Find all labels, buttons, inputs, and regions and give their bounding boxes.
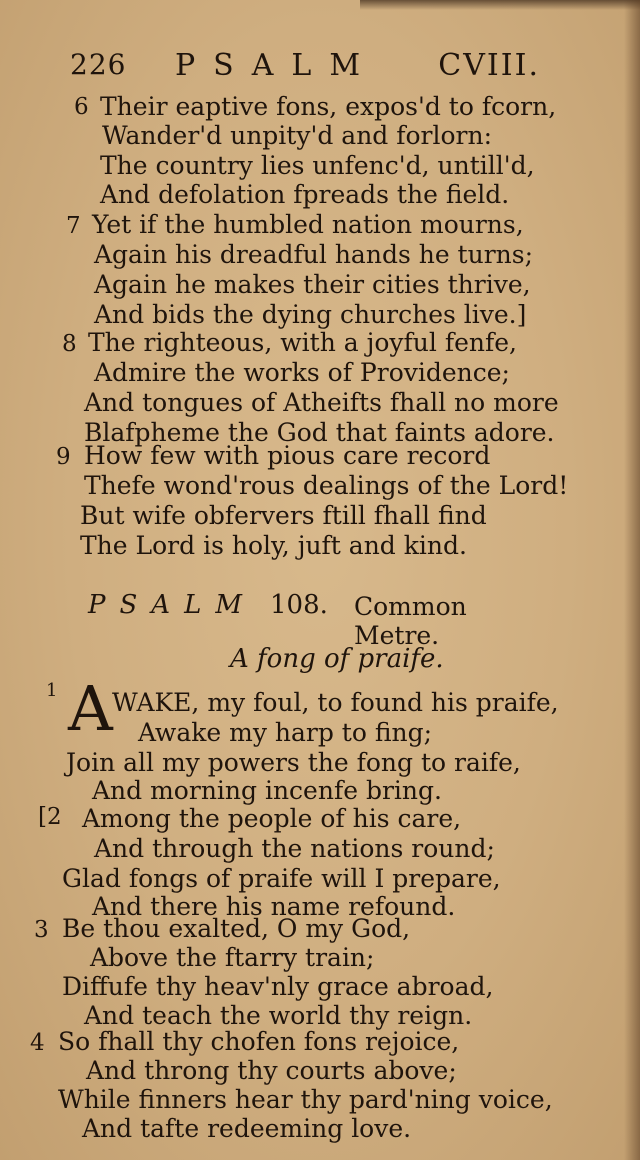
verse-line: And there his name refound. [92,892,456,921]
verse-line: Yet if the humbled nation mourns, [92,210,524,239]
psalm-heading-title: PSALM [88,590,256,620]
verse-line: Above the ftarry train; [90,943,375,972]
page-top-shadow [360,0,640,10]
psalm-heading [88,590,558,650]
verse-number: 7 [66,213,81,239]
verse-line: The Lord is holy, juft and kind. [80,531,467,560]
verse-line: And throng thy courts above; [86,1056,457,1085]
verse-number: 3 [34,917,49,943]
verse-line: And tafte redeeming love. [82,1114,412,1143]
verse-line: And defolation fpreads the field. [100,180,510,209]
verse-line: Diffufe thy heav'nly grace abroad, [62,972,494,1001]
verse-line: Again his dreadful hands he turns; [94,240,534,269]
page-edge-shadow [624,0,640,1160]
drop-cap: A [68,672,113,745]
verse-line: Again he makes their cities thrive, [94,270,531,299]
verse-line: And through the nations round; [94,834,495,863]
verse-line: The country lies unfenc'd, untill'd, [100,151,535,180]
verse-number: 9 [56,444,71,470]
verse-line: Be thou exalted, O my God, [62,914,411,943]
verse-line: But wife obfervers ftill fhall find [80,501,487,530]
verse-line: Glad fongs of praife will I prepare, [62,864,501,893]
psalm-heading-number: 108. [270,590,328,620]
psalm-metre: Common Metre. [354,592,467,650]
running-header [70,48,540,88]
page-number: 226 [70,48,127,81]
verse-number: 4 [30,1030,45,1056]
verse-line: And morning incenfe bring. [92,776,442,805]
psalm-roman-numeral: CVIII. [438,48,540,83]
verse-number: 1 [46,680,58,701]
verse-line: Wander'd unpity'd and forlorn: [102,121,493,150]
verse-line: Admire the works of Providence; [94,358,510,387]
running-title: PSALM [175,48,379,83]
verse-line: So fhall thy chofen fons rejoice, [58,1027,460,1056]
verse-number: [2 [38,804,62,830]
verse-line: Their eaptive fons, expos'd to fcorn, [100,92,557,121]
verse-line: And teach the world thy reign. [84,1001,473,1030]
verse-line: Among the people of his care, [82,804,462,833]
verse-number: 8 [62,331,77,357]
verse-number: 6 [74,94,89,120]
verse-line: While finners hear thy pard'ning voice, [58,1085,553,1114]
verse-line: And bids the dying churches live.] [94,300,527,329]
verse-line: The righteous, with a joyful fenfe, [88,328,517,357]
verse-line: Join all my powers the fong to raife, [66,748,521,777]
verse-line: WAKE, my foul, to found his praife, [112,688,559,717]
psalm-subtitle: A fong of praife. [230,644,444,674]
verse-line: And tongues of Atheifts fhall no more [84,388,559,417]
verse-line: Awake my harp to fing; [138,718,433,747]
verse-line: How few with pious care record [84,441,491,470]
verse-line: Thefe wond'rous dealings of the Lord! [84,471,569,500]
verse-line: Blafpheme the God that faints adore. [84,418,555,447]
